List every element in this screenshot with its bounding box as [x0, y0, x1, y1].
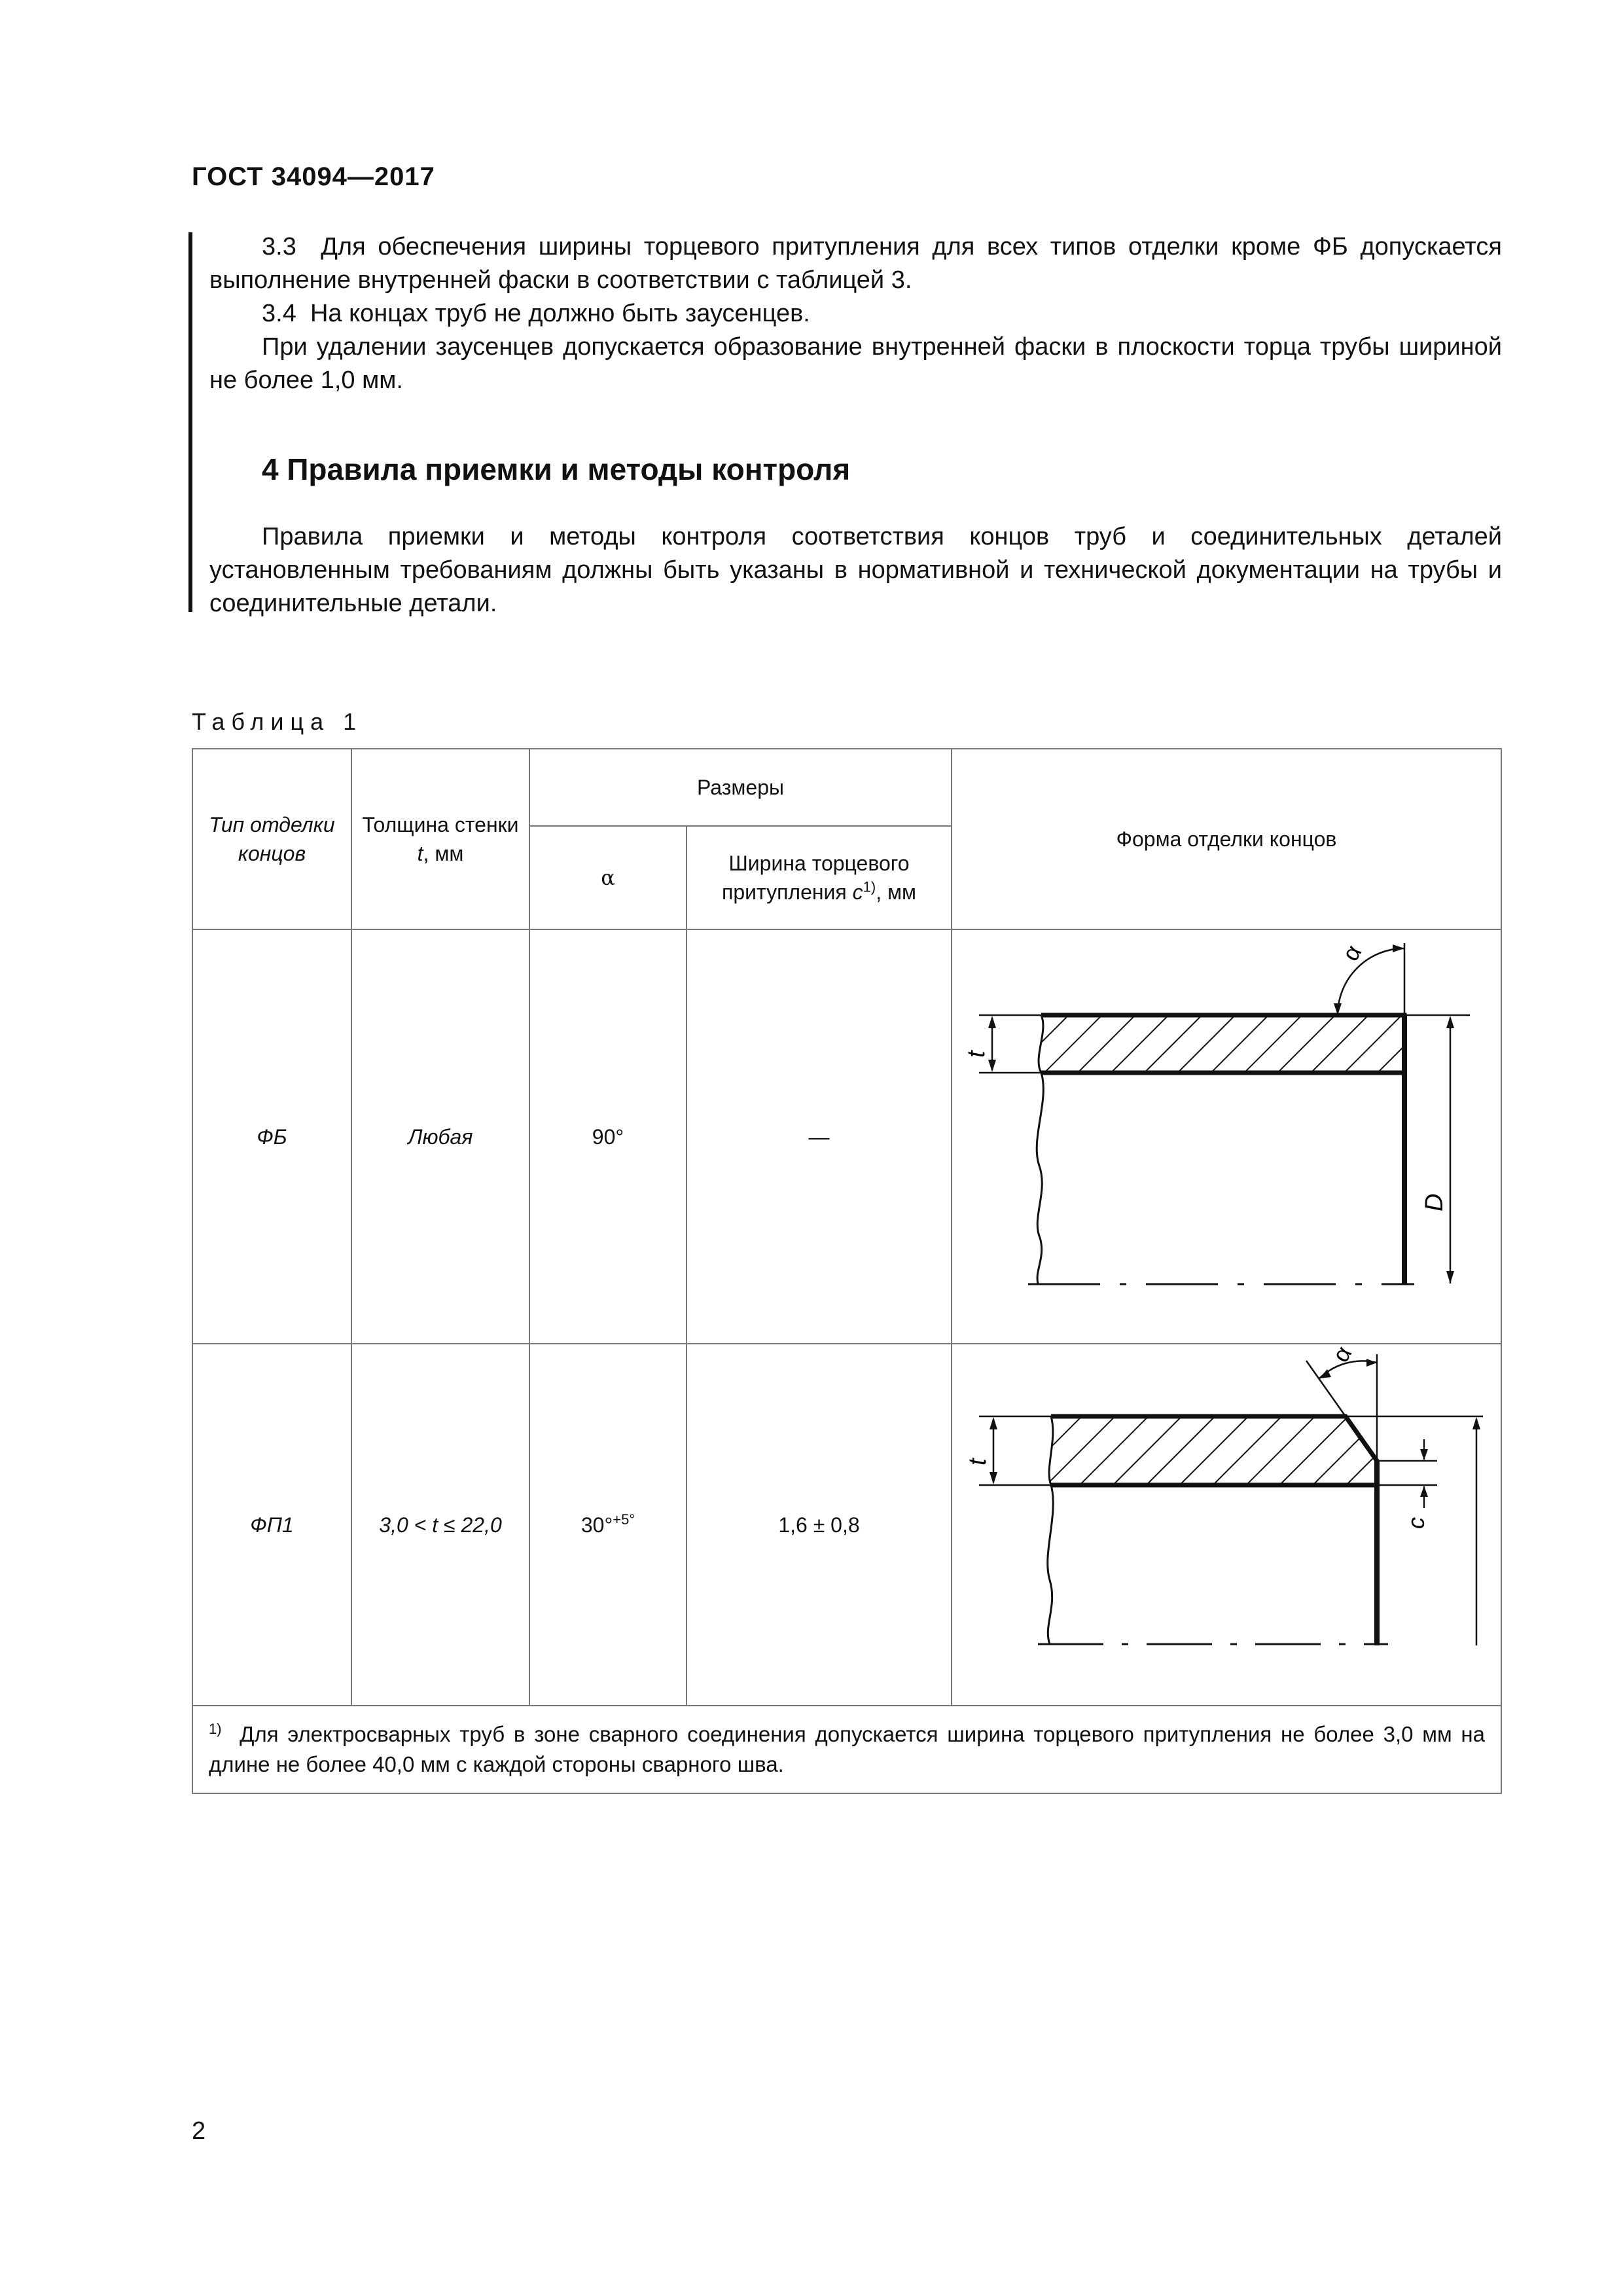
- header-form: Форма отделки концов: [952, 749, 1501, 929]
- page-number: 2: [192, 2117, 206, 2145]
- cell-width: —: [687, 929, 952, 1344]
- hatched-wall: [1031, 1410, 1391, 1495]
- paragraph-text: На концах труб не должно быть заусенцев.: [310, 300, 810, 327]
- fp1-drawing: [953, 1344, 1500, 1698]
- alpha-tolerance: +5°: [613, 1511, 635, 1528]
- paragraph-text: При удалении заусенцев допускается образование внутренней фаски в плоскости торца трубы шириной не более 1,0 мм.: [209, 333, 1502, 394]
- header-thickness: [351, 749, 529, 929]
- header-width-unit: , мм: [876, 880, 916, 904]
- fb-drawing: [953, 930, 1500, 1336]
- header-width-label: Ширина торцевого притупления: [722, 852, 910, 904]
- header-sizes: Размеры: [529, 749, 952, 826]
- header-alpha: α: [529, 826, 687, 929]
- paragraph-number: 3.4: [262, 300, 296, 327]
- label-alpha: α: [1336, 940, 1367, 965]
- header-width-footnote-ref: 1): [863, 878, 876, 895]
- label-t: t: [963, 1050, 991, 1058]
- label-D: D: [1421, 1193, 1449, 1211]
- paragraph-3-4: [209, 297, 1502, 331]
- section-4-paragraph: [209, 520, 1502, 620]
- header-width-var: c: [852, 880, 863, 904]
- hatched-wall: [1018, 1009, 1424, 1081]
- cell-form-fp1: [952, 1344, 1501, 1706]
- table-footnote: [192, 1706, 1501, 1793]
- paragraph-3-4-continued: [209, 331, 1502, 397]
- header-type-label: Тип отделки концов: [209, 813, 335, 865]
- cell-type: ФП1: [192, 1344, 351, 1706]
- cell-type: ФБ: [192, 929, 351, 1344]
- paragraph-text: Для обеспечения ширины торцевого притупления для всех типов отделки кроме ФБ допускается выполнение внутренней фаски в соответствии с таблицей 3.: [209, 233, 1502, 294]
- footnote-text: Для электросварных труб в зоне сварного соединения допускается ширина торцевого притупления не более 3,0 мм на длине не более 40,0 мм с каждой стороны сварного шва.: [209, 1722, 1486, 1776]
- paragraph-3-3: [209, 230, 1502, 297]
- header-type: [192, 749, 351, 929]
- table-row: [192, 1344, 1501, 1706]
- change-bar: [188, 232, 192, 612]
- section-4-title: 4 Правила приемки и методы контроля: [262, 452, 851, 486]
- cell-width: 1,6 ± 0,8: [687, 1344, 952, 1706]
- table-row: [192, 929, 1501, 1344]
- cell-alpha: [529, 1344, 687, 1706]
- standard-header: ГОСТ 34094—2017: [192, 162, 435, 191]
- table-1: [192, 748, 1502, 1794]
- header-width: [687, 826, 952, 929]
- label-t: t: [964, 1458, 992, 1465]
- footnote-mark: 1): [209, 1721, 222, 1737]
- header-thickness-var: t: [417, 842, 423, 865]
- paragraph-text: Правила приемки и методы контроля соответствия концов труб и соединительных деталей установленным требованиям должны быть указаны в нормативной и технической документации на трубы и соединительные детали.: [209, 523, 1502, 617]
- cell-thickness: 3,0 < t ≤ 22,0: [351, 1344, 529, 1706]
- paragraph-number: 3.3: [262, 233, 296, 260]
- table-caption: Таблица 1: [192, 708, 363, 735]
- cell-thickness: Любая: [351, 929, 529, 1344]
- alpha-value: 30°: [580, 1513, 613, 1537]
- cell-form-fb: [952, 929, 1501, 1344]
- label-c: c: [1402, 1517, 1430, 1529]
- header-thickness-unit: , мм: [423, 842, 464, 865]
- cell-alpha: 90°: [529, 929, 687, 1344]
- label-alpha: α: [1327, 1344, 1357, 1367]
- header-thickness-label: Толщина стенки: [362, 813, 519, 836]
